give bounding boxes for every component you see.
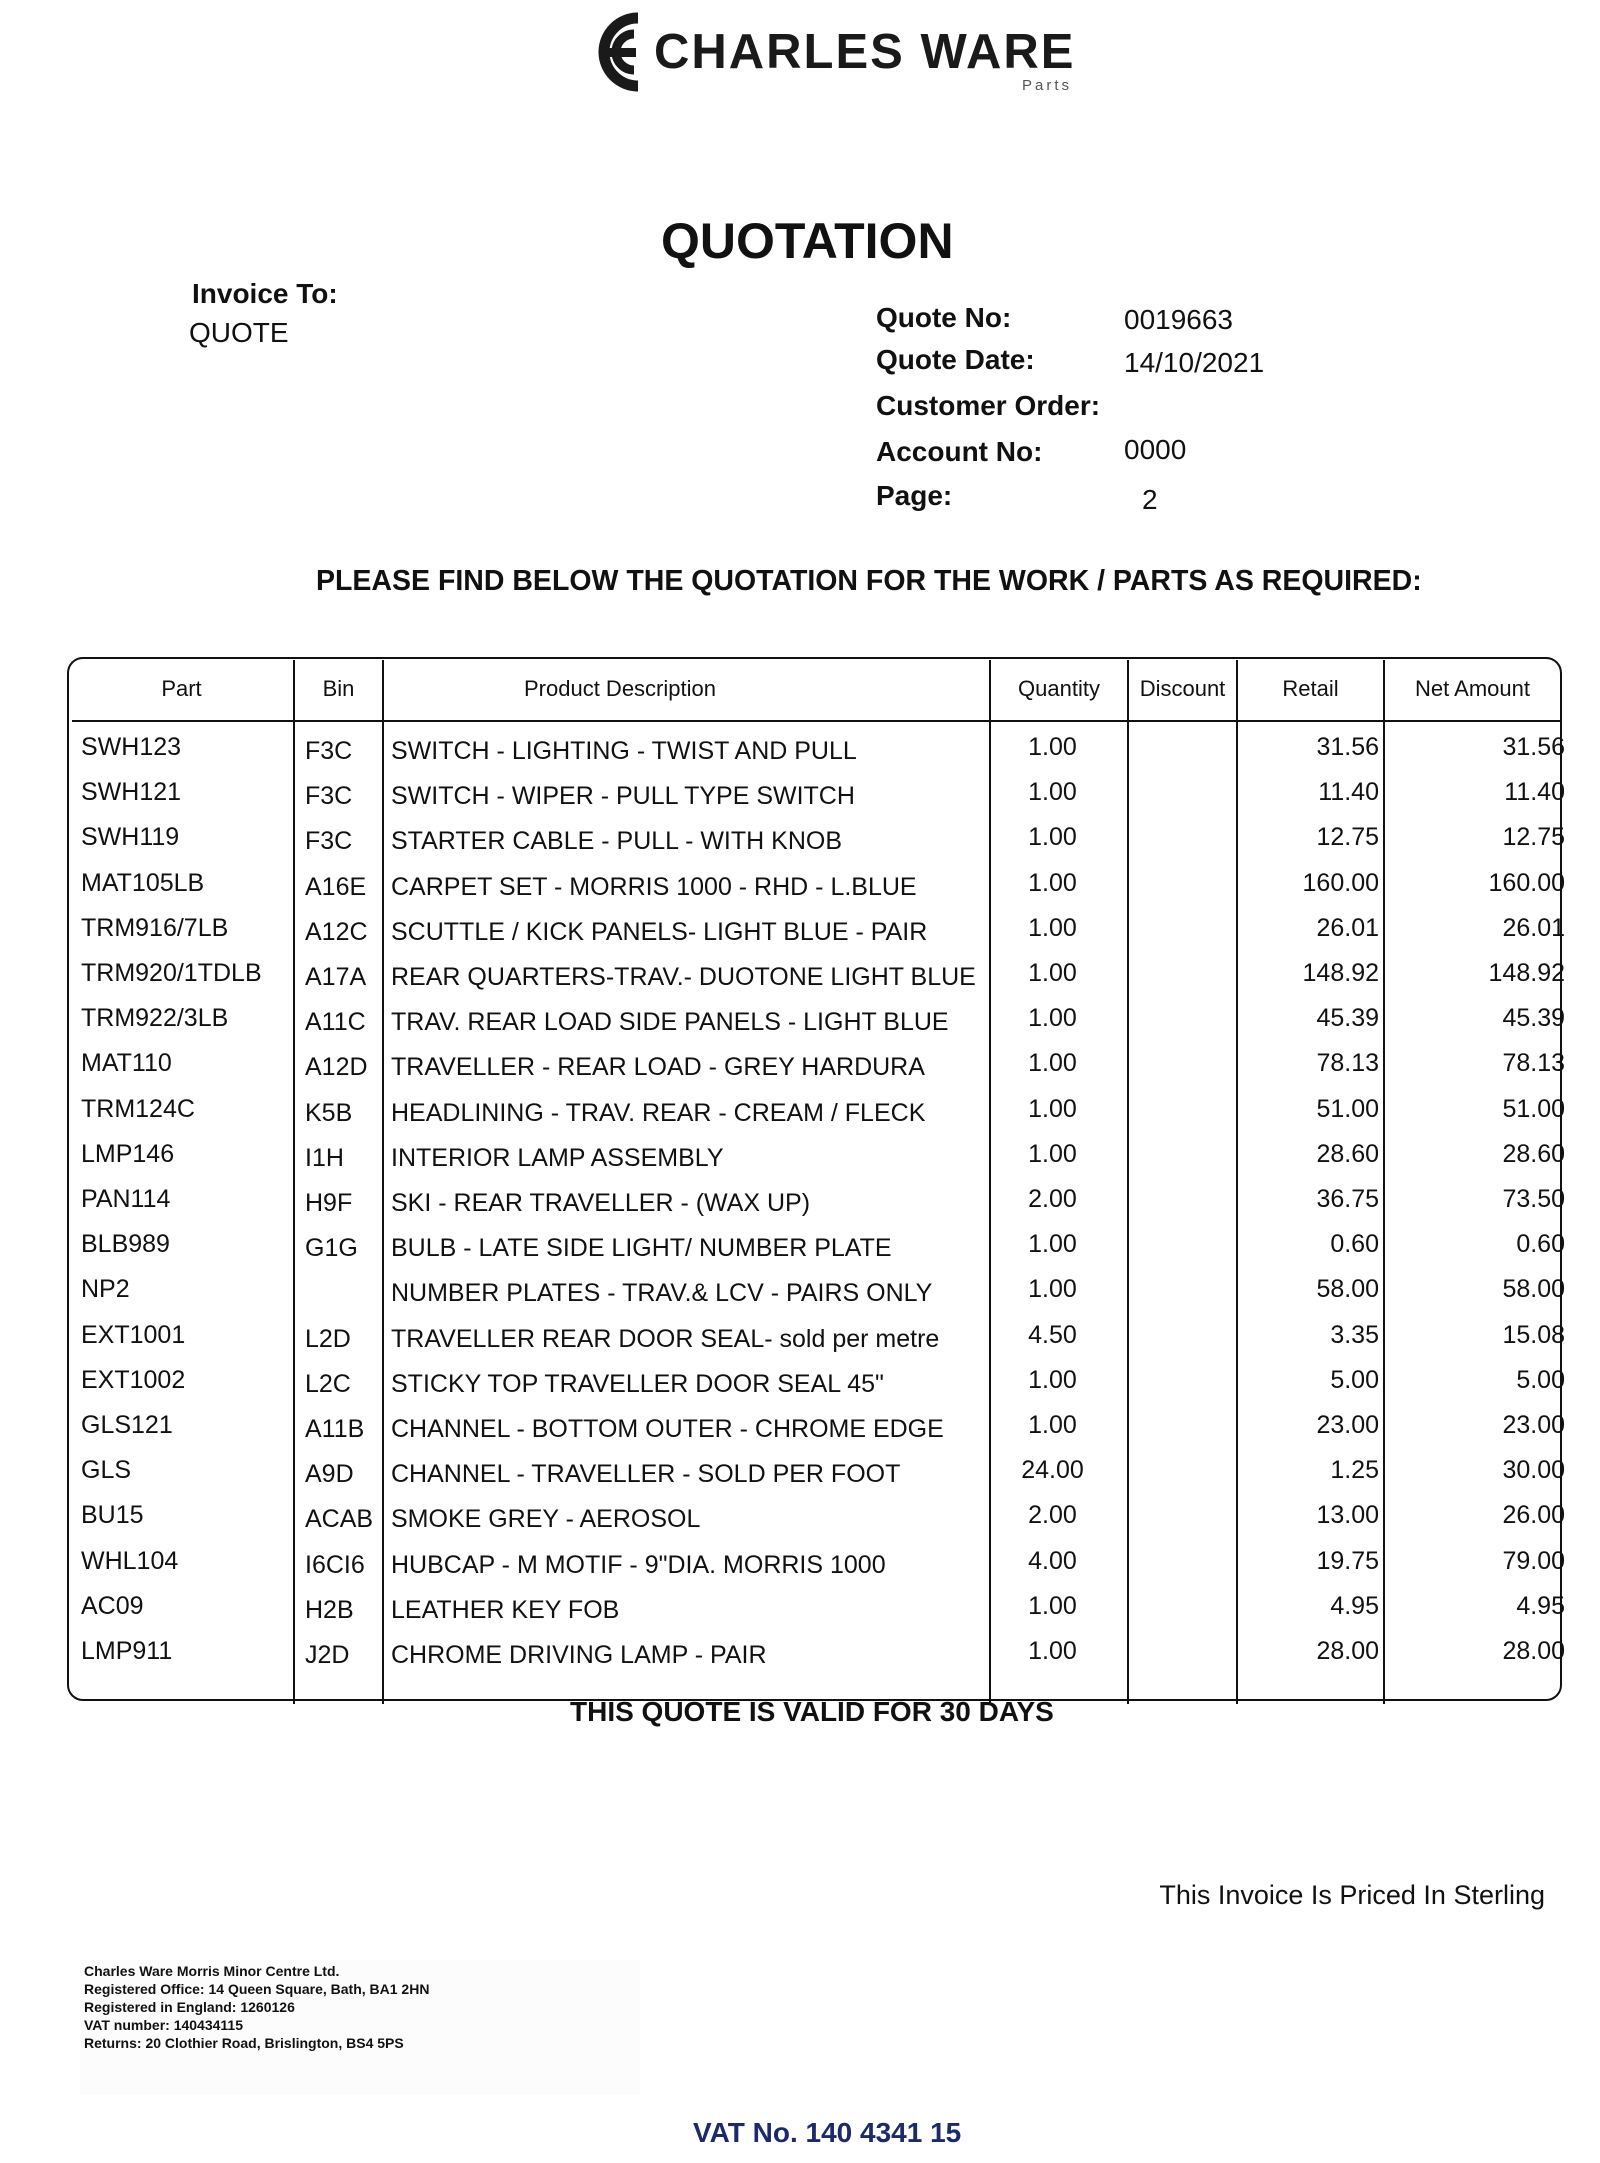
document-title: QUOTATION: [661, 213, 954, 269]
part-number: BU15: [81, 1501, 144, 1530]
part-number: GLS121: [81, 1411, 173, 1439]
header-part: Part: [161, 676, 202, 701]
part-number: TRM124C: [81, 1094, 195, 1123]
retail-price: 45.39: [1316, 1004, 1379, 1033]
bin-location: A12D: [305, 1053, 368, 1082]
part-number: EXT1001: [81, 1320, 186, 1349]
net-amount: 45.39: [1502, 1004, 1565, 1033]
table-header-divider: [72, 720, 1562, 722]
product-description: BULB - LATE SIDE LIGHT/ NUMBER PLATE: [391, 1234, 892, 1263]
part-number: TRM922/3LB: [81, 1004, 229, 1033]
retail-price: 1.25: [1330, 1456, 1379, 1485]
quote-no-value: 0019663: [1124, 304, 1234, 335]
quantity: 1.00: [1028, 913, 1077, 942]
bin-location: L2D: [305, 1324, 351, 1353]
quantity: 1.00: [1028, 1004, 1077, 1033]
quantity: 1.00: [1028, 868, 1077, 897]
quantity: 1.00: [1028, 1637, 1077, 1665]
retail-price: 148.92: [1302, 959, 1379, 987]
table-row: [0, 1085, 1600, 1130]
net-amount: 5.00: [1516, 1365, 1565, 1394]
table-row: [0, 859, 1600, 904]
net-amount: 160.00: [1488, 868, 1565, 897]
quantity: 1.00: [1028, 959, 1077, 987]
table-row: [0, 1039, 1600, 1084]
product-description: HEADLINING - TRAV. REAR - CREAM / FLECK: [391, 1098, 926, 1127]
retail-price: 23.00: [1316, 1411, 1379, 1439]
invoice-to-value: QUOTE: [189, 317, 289, 348]
part-number: PAN114: [81, 1185, 171, 1213]
net-amount: 0.60: [1516, 1230, 1565, 1259]
bin-location: L2C: [305, 1369, 351, 1398]
bin-location: ACAB: [305, 1505, 374, 1534]
part-number: MAT105LB: [81, 868, 205, 897]
retail-price: 0.60: [1330, 1230, 1379, 1259]
table-row: [0, 723, 1600, 768]
bin-location: F3C: [305, 782, 353, 811]
bin-location: F3C: [305, 737, 353, 765]
part-number: EXT1002: [81, 1365, 186, 1394]
product-description: NUMBER PLATES - TRAV.& LCV - PAIRS ONLY: [391, 1279, 933, 1308]
table-row: [0, 1401, 1600, 1446]
quantity: 1.00: [1028, 1411, 1077, 1439]
bin-location: I1H: [305, 1143, 344, 1172]
table-row: [0, 1627, 1600, 1672]
product-description: SWITCH - WIPER - PULL TYPE SWITCH: [391, 782, 855, 811]
quote-date-value: 14/10/2021: [1124, 347, 1265, 378]
retail-price: 28.00: [1316, 1637, 1379, 1665]
product-description: CARPET SET - MORRIS 1000 - RHD - L.BLUE: [391, 872, 917, 901]
part-number: BLB989: [81, 1230, 170, 1259]
header-quantity: Quantity: [1018, 676, 1100, 701]
product-description: CHANNEL - BOTTOM OUTER - CHROME EDGE: [391, 1415, 944, 1443]
table-row: [0, 1446, 1600, 1491]
product-description: SWITCH - LIGHTING - TWIST AND PULL: [391, 737, 857, 765]
retail-price: 58.00: [1316, 1275, 1379, 1304]
table-row: [0, 1311, 1600, 1356]
quantity: 4.50: [1028, 1320, 1077, 1349]
bin-location: H2B: [305, 1595, 354, 1624]
product-description: INTERIOR LAMP ASSEMBLY: [391, 1143, 724, 1172]
net-amount: 148.92: [1488, 959, 1565, 987]
part-number: SWH123: [81, 733, 182, 761]
net-amount: 4.95: [1516, 1591, 1565, 1620]
table-row: [0, 904, 1600, 949]
retail-price: 160.00: [1302, 868, 1379, 897]
net-amount: 28.00: [1502, 1637, 1565, 1665]
product-description: STICKY TOP TRAVELLER DOOR SEAL 45": [391, 1369, 884, 1398]
quantity: 1.00: [1028, 1275, 1077, 1304]
header-bin: Bin: [322, 676, 355, 701]
net-amount: 11.40: [1504, 778, 1565, 807]
quantity: 1.00: [1028, 823, 1077, 852]
product-description: TRAVELLER - REAR LOAD - GREY HARDURA: [391, 1053, 925, 1082]
bin-location: A16E: [305, 872, 367, 901]
quantity: 2.00: [1028, 1185, 1077, 1213]
header-discount: Discount: [1139, 676, 1226, 701]
part-number: TRM920/1TDLB: [81, 959, 262, 987]
quantity: 1.00: [1028, 1230, 1077, 1259]
logo-mark-icon: [578, 4, 654, 100]
logo-subtitle: Parts: [1022, 77, 1073, 94]
product-description: SKI - REAR TRAVELLER - (WAX UP): [391, 1189, 811, 1217]
table-row: [0, 1582, 1600, 1627]
quantity: 1.00: [1028, 1094, 1077, 1123]
part-number: SWH119: [81, 823, 180, 852]
bin-location: K5B: [305, 1098, 353, 1127]
quantity: 1.00: [1028, 1139, 1077, 1168]
product-description: CHANNEL - TRAVELLER - SOLD PER FOOT: [391, 1460, 901, 1489]
quantity: 24.00: [1021, 1456, 1084, 1485]
footer-registered-office: Registered Office: 14 Queen Square, Bath, BA1 2HN: [84, 1981, 430, 1997]
retail-price: 19.75: [1316, 1546, 1379, 1575]
footer-company: Charles Ware Morris Minor Centre Ltd.: [84, 1963, 340, 1979]
bin-location: A11C: [305, 1008, 366, 1037]
part-number: LMP146: [81, 1139, 175, 1168]
part-number: WHL104: [81, 1546, 179, 1575]
net-amount: 30.00: [1502, 1456, 1565, 1485]
quantity: 1.00: [1028, 1365, 1077, 1394]
quantity: 1.00: [1028, 1591, 1077, 1620]
net-amount: 15.08: [1502, 1320, 1565, 1349]
part-number: SWH121: [81, 778, 182, 807]
footer-registration: Registered in England: 1260126: [84, 1999, 295, 2015]
currency-note: This Invoice Is Priced In Sterling: [1159, 1880, 1545, 1910]
retail-price: 4.95: [1330, 1591, 1379, 1620]
net-amount: 79.00: [1502, 1546, 1565, 1575]
quantity: 2.00: [1028, 1501, 1077, 1530]
account-no-label: Account No:: [876, 436, 1043, 467]
invoice-to-label: Invoice To:: [192, 278, 338, 309]
bin-location: A11B: [305, 1415, 365, 1443]
bin-location: A9D: [305, 1460, 354, 1489]
vat-number: VAT No. 140 4341 15: [693, 2117, 962, 2148]
header-description: Product Description: [524, 676, 716, 701]
customer-order-label: Customer Order:: [876, 390, 1101, 421]
net-amount: 31.56: [1502, 733, 1565, 761]
bin-location: H9F: [305, 1189, 353, 1217]
part-number: LMP911: [81, 1637, 173, 1665]
product-description: TRAV. REAR LOAD SIDE PANELS - LIGHT BLUE: [391, 1008, 949, 1037]
product-description: LEATHER KEY FOB: [391, 1595, 620, 1624]
intro-text: PLEASE FIND BELOW THE QUOTATION FOR THE WORK / PARTS AS REQUIRED:: [316, 565, 1422, 597]
net-amount: 73.50: [1502, 1185, 1565, 1213]
quote-no-label: Quote No:: [876, 302, 1012, 333]
product-description: REAR QUARTERS-TRAV.- DUOTONE LIGHT BLUE: [391, 963, 976, 991]
net-amount: 51.00: [1502, 1094, 1565, 1123]
table-row: [0, 949, 1600, 994]
quantity: 4.00: [1028, 1546, 1077, 1575]
net-amount: 23.00: [1502, 1411, 1565, 1439]
part-number: TRM916/7LB: [81, 913, 229, 942]
retail-price: 5.00: [1330, 1365, 1379, 1394]
page-value: 2: [1142, 484, 1158, 515]
bin-location: G1G: [305, 1234, 358, 1263]
bin-location: A17A: [305, 963, 367, 991]
table-row: [0, 994, 1600, 1039]
net-amount: 28.60: [1502, 1139, 1565, 1168]
bin-location: A12C: [305, 917, 368, 946]
net-amount: 78.13: [1502, 1049, 1565, 1078]
table-row: [0, 1537, 1600, 1582]
retail-price: 11.40: [1318, 778, 1379, 807]
product-description: SMOKE GREY - AEROSOL: [391, 1505, 701, 1534]
quote-date-label: Quote Date:: [876, 344, 1035, 375]
bin-location: I6CI6: [305, 1550, 365, 1579]
net-amount: 12.75: [1502, 823, 1565, 852]
part-number: NP2: [81, 1275, 130, 1304]
bin-location: F3C: [305, 827, 353, 856]
quantity: 1.00: [1028, 1049, 1077, 1078]
net-amount: 26.01: [1502, 913, 1565, 942]
table-row: [0, 1265, 1600, 1310]
product-description: HUBCAP - M MOTIF - 9"DIA. MORRIS 1000: [391, 1550, 886, 1579]
retail-price: 51.00: [1316, 1094, 1379, 1123]
part-number: GLS: [81, 1456, 132, 1485]
table-row: [0, 768, 1600, 813]
product-description: STARTER CABLE - PULL - WITH KNOB: [391, 827, 843, 856]
retail-price: 26.01: [1316, 913, 1379, 942]
quantity: 1.00: [1028, 778, 1077, 807]
page-label: Page:: [876, 480, 953, 511]
table-row: [0, 813, 1600, 858]
table-row: [0, 1175, 1600, 1220]
retail-price: 36.75: [1316, 1185, 1379, 1213]
retail-price: 3.35: [1330, 1320, 1379, 1349]
table-row: [0, 1220, 1600, 1265]
footer-returns: Returns: 20 Clothier Road, Brislington, BS4 5PS: [84, 2035, 404, 2051]
header-net-amount: Net Amount: [1415, 676, 1530, 701]
retail-price: 13.00: [1316, 1501, 1379, 1530]
footer-vat-number: VAT number: 140434115: [84, 2017, 244, 2033]
net-amount: 26.00: [1502, 1501, 1565, 1530]
part-number: MAT110: [81, 1049, 172, 1078]
company-logo: [578, 4, 1078, 100]
product-description: TRAVELLER REAR DOOR SEAL- sold per metre: [391, 1324, 940, 1353]
product-description: CHROME DRIVING LAMP - PAIR: [391, 1641, 767, 1669]
header-retail: Retail: [1282, 676, 1339, 701]
retail-price: 12.75: [1316, 823, 1379, 852]
table-row: [0, 1130, 1600, 1175]
validity-note: THIS QUOTE IS VALID FOR 30 DAYS: [570, 1696, 1054, 1727]
part-number: AC09: [81, 1591, 144, 1620]
quantity: 1.00: [1028, 733, 1077, 761]
logo-name: CHARLES WARE: [654, 25, 1076, 79]
retail-price: 28.60: [1316, 1139, 1379, 1168]
table-row: [0, 1356, 1600, 1401]
retail-price: 31.56: [1316, 733, 1379, 761]
product-description: SCUTTLE / KICK PANELS- LIGHT BLUE - PAIR: [391, 917, 928, 946]
bin-location: J2D: [305, 1641, 350, 1669]
retail-price: 78.13: [1316, 1049, 1379, 1078]
table-row: [0, 1491, 1600, 1536]
account-no-value: 0000: [1124, 434, 1187, 465]
net-amount: 58.00: [1502, 1275, 1565, 1304]
